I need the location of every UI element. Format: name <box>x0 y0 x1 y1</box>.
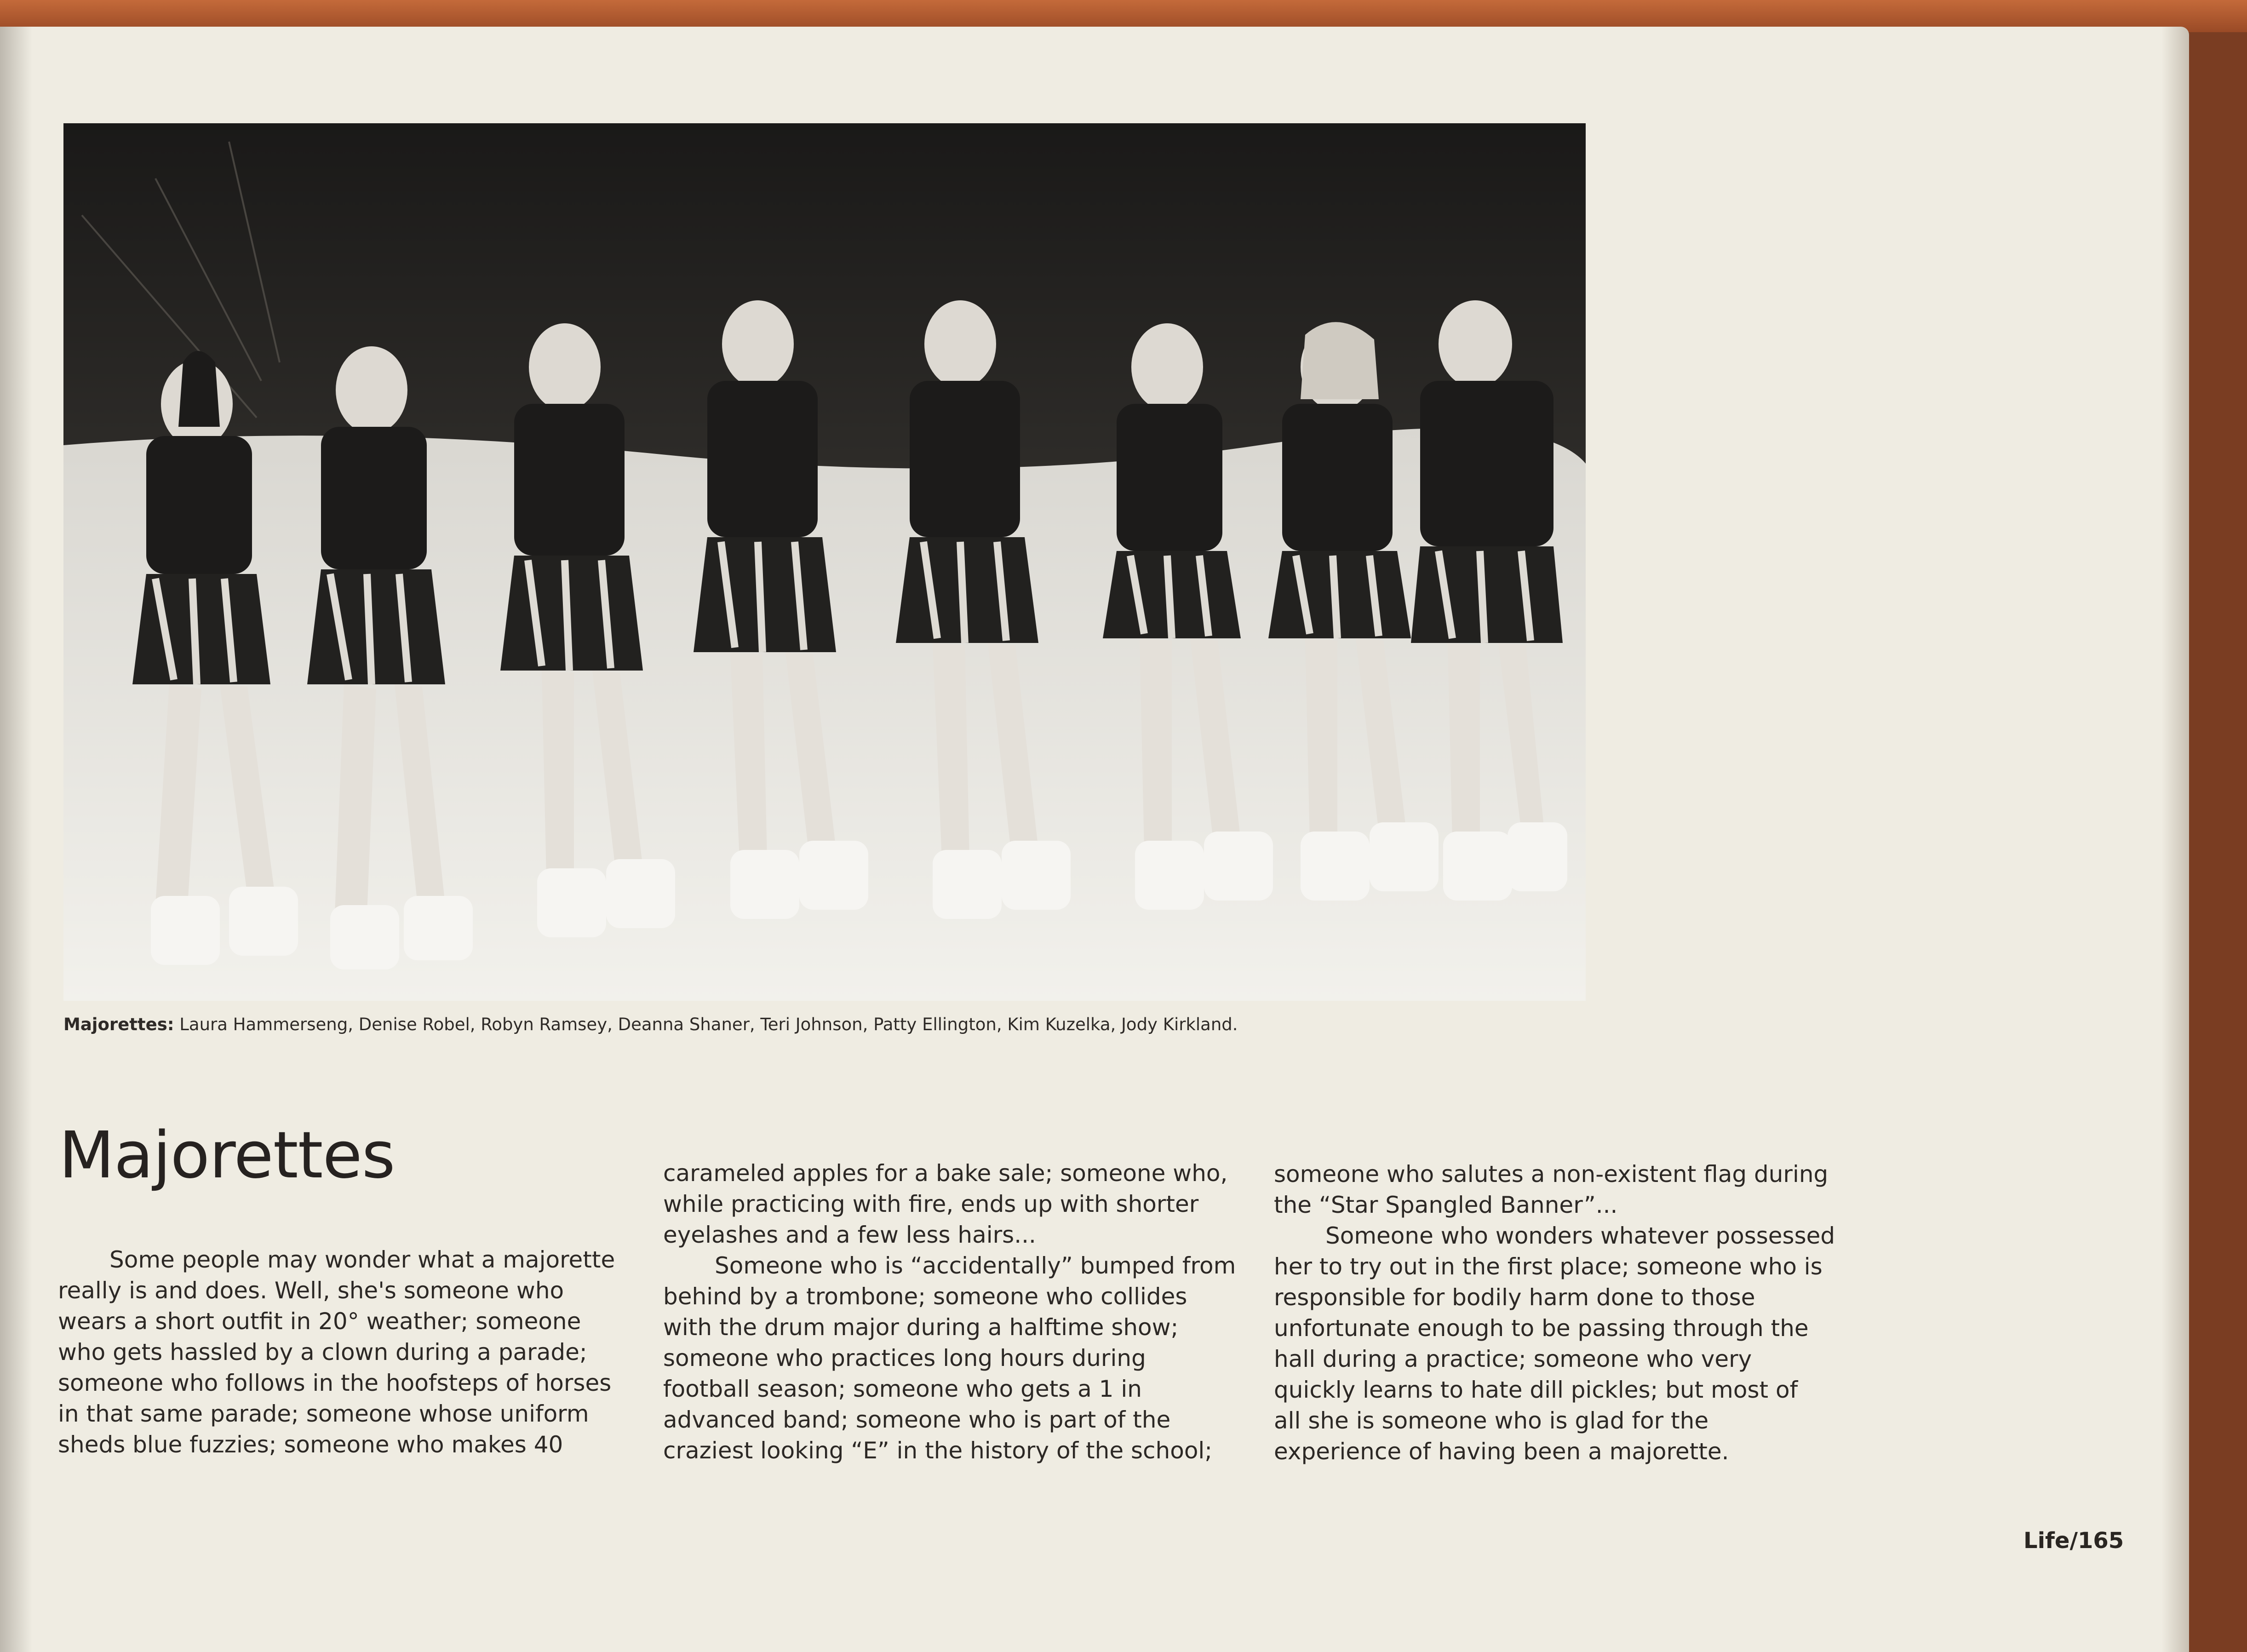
article-headline: Majorettes <box>59 1118 395 1193</box>
column-1-line: really is and does. Well, she's someone who <box>58 1277 564 1304</box>
page-edge-shadow <box>2161 27 2189 1652</box>
caption-names: Laura Hammerseng, Denise Robel, Robyn Ramsey, Deanna Shaner, Teri Johnson, Patty Ellington, Kim Kuzelka, Jody Kirkland. <box>179 1015 1238 1034</box>
text-column-2 <box>663 1158 1270 1466</box>
column-3-line: responsible for bodily harm done to those <box>1274 1284 1755 1311</box>
column-1-line: in that same parade; someone whose uniform <box>58 1400 589 1427</box>
column-2-line: someone who practices long hours during <box>663 1345 1146 1371</box>
caption-label: Majorettes: <box>63 1015 174 1034</box>
column-2-line: eyelashes and a few less hairs... <box>663 1222 1036 1248</box>
column-2-line: craziest looking “E” in the history of the school; <box>663 1437 1213 1464</box>
page-number: Life/165 <box>2023 1528 2124 1554</box>
column-3-line: quickly learns to hate dill pickles; but most of <box>1274 1377 1798 1403</box>
column-1-line: Some people may wonder what a majorette <box>109 1246 615 1273</box>
column-3-line: hall during a practice; someone who very <box>1274 1346 1752 1372</box>
spine-shadow <box>0 27 32 1652</box>
column-2-line: football season; someone who gets a 1 in <box>663 1376 1142 1402</box>
column-2-line: behind by a trombone; someone who collides <box>663 1283 1187 1310</box>
text-column-1 <box>58 1245 665 1460</box>
photo-caption <box>63 1015 1673 1035</box>
column-1-line: someone who follows in the hoofsteps of horses <box>58 1370 612 1396</box>
column-2-line: with the drum major during a halftime show; <box>663 1314 1179 1341</box>
column-2-line: while practicing with fire, ends up with shorter <box>663 1191 1199 1217</box>
column-1-line: wears a short outfit in 20° weather; someone <box>58 1308 581 1335</box>
column-3-line: the “Star Spangled Banner”... <box>1274 1192 1618 1218</box>
text-column-3 <box>1274 1159 1881 1467</box>
column-3-line: her to try out in the first place; someone who is <box>1274 1253 1823 1280</box>
column-3-line: someone who salutes a non-existent flag during <box>1274 1161 1829 1187</box>
column-2-line: carameled apples for a bake sale; someone who, <box>663 1160 1228 1187</box>
column-3-line: experience of having been a majorette. <box>1274 1438 1729 1465</box>
majorettes-photo <box>63 123 1586 1001</box>
column-1-line: sheds blue fuzzies; someone who makes 40 <box>58 1431 563 1458</box>
column-3-line: unfortunate enough to be passing through the <box>1274 1315 1809 1342</box>
column-1-line: who gets hassled by a clown during a parade; <box>58 1339 587 1365</box>
column-3-line: Someone who wonders whatever possessed <box>1325 1222 1835 1249</box>
majorettes-photo-graphic <box>63 123 1586 1001</box>
column-2-line: Someone who is “accidentally” bumped from <box>715 1252 1236 1279</box>
column-2-line: advanced band; someone who is part of the <box>663 1406 1171 1433</box>
column-3-line: all she is someone who is glad for the <box>1274 1407 1709 1434</box>
